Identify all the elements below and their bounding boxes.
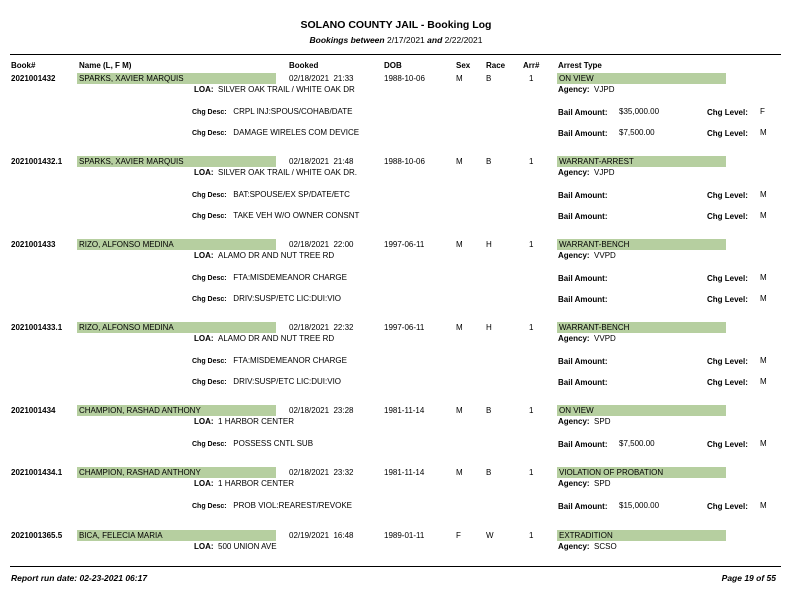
agency — [558, 479, 610, 488]
charge-description — [192, 128, 359, 137]
bail-amount-label: Bail Amount: — [558, 357, 608, 366]
booked-datetime: 02/18/2021 21:48 — [289, 157, 354, 166]
arrest-count: 1 — [529, 531, 534, 540]
chg-level-label: Chg Level: — [707, 295, 748, 304]
agency-value: SCSO — [594, 542, 617, 551]
location-of-arrest — [194, 417, 294, 426]
charge-description — [192, 501, 352, 510]
bail-amount-label: Bail Amount: — [558, 129, 608, 138]
arrest-count: 1 — [529, 157, 534, 166]
sex: F — [456, 531, 461, 540]
arrest-count: 1 — [529, 323, 534, 332]
bail-amount-label: Bail Amount: — [558, 502, 608, 511]
loa-value: 1 HARBOR CENTER — [218, 417, 295, 426]
book-number: 2021001432 — [11, 74, 56, 83]
loa-value: ALAMO DR AND NUT TREE RD — [218, 334, 335, 343]
loa-value: ALAMO DR AND NUT TREE RD — [218, 251, 335, 260]
bail-amount-label: Bail Amount: — [558, 212, 608, 221]
col-book: Book# — [11, 61, 36, 70]
booking-record — [0, 531, 792, 611]
race: H — [486, 240, 492, 249]
loa-label: LOA: — [194, 334, 214, 343]
bail-amount-label: Bail Amount: — [558, 191, 608, 200]
agency-value: VVPD — [594, 251, 616, 260]
chg-level-value: M — [760, 356, 767, 365]
booking-record — [0, 157, 792, 237]
agency-value: VVPD — [594, 334, 616, 343]
date-of-birth: 1981-11-14 — [384, 406, 425, 415]
bail-amount-label: Bail Amount: — [558, 295, 608, 304]
bail-amount-label: Bail Amount: — [558, 378, 608, 387]
chg-desc-label: Chg Desc: — [192, 379, 227, 386]
booked-datetime: 02/18/2021 23:28 — [289, 406, 354, 415]
start-date: 2/17/2021 — [386, 35, 425, 45]
end-date: 2/22/2021 — [444, 35, 483, 45]
date-of-birth: 1997-06-11 — [384, 323, 425, 332]
arrest-count: 1 — [529, 240, 534, 249]
chg-desc-value: FTA:MISDEMEANOR CHARGE — [233, 356, 347, 365]
sex: M — [456, 468, 463, 477]
chg-level-label: Chg Level: — [707, 212, 748, 221]
col-dob: DOB — [384, 61, 402, 70]
chg-level-label: Chg Level: — [707, 378, 748, 387]
sex: M — [456, 323, 463, 332]
bail-amount-value: $7,500.00 — [619, 128, 655, 137]
date-of-birth: 1988-10-06 — [384, 74, 425, 83]
chg-desc-label: Chg Desc: — [192, 503, 227, 510]
agency — [558, 334, 616, 343]
chg-desc-label: Chg Desc: — [192, 130, 227, 137]
agency — [558, 417, 610, 426]
agency-label: Agency: — [558, 251, 590, 260]
booked-datetime: 02/18/2021 22:32 — [289, 323, 354, 332]
arrest-type: WARRANT-ARREST — [557, 156, 726, 167]
booked-datetime: 02/18/2021 21:33 — [289, 74, 354, 83]
chg-level-value: M — [760, 190, 767, 199]
agency — [558, 85, 614, 94]
chg-level-value: M — [760, 294, 767, 303]
report-title: SOLANO COUNTY JAIL - Booking Log — [300, 19, 492, 31]
loa-label: LOA: — [194, 542, 214, 551]
race: B — [486, 157, 492, 166]
booked-datetime: 02/18/2021 23:32 — [289, 468, 354, 477]
book-number: 2021001433 — [11, 240, 56, 249]
chg-desc-label: Chg Desc: — [192, 296, 227, 303]
col-sex: Sex — [456, 61, 471, 70]
subtitle-and: and — [427, 35, 443, 45]
chg-desc-value: DRIV:SUSP/ETC LIC:DUI:VIO — [233, 294, 342, 303]
arrest-count: 1 — [529, 406, 534, 415]
col-race: Race — [486, 61, 506, 70]
chg-level-label: Chg Level: — [707, 191, 748, 200]
inmate-name: RIZO, ALFONSO MEDINA — [77, 322, 276, 333]
charge-description — [192, 439, 313, 448]
chg-level-value: M — [760, 439, 767, 448]
loa-value: 1 HARBOR CENTER — [218, 479, 295, 488]
book-number: 2021001434.1 — [11, 468, 63, 477]
inmate-name: BICA, FELECIA MARIA — [77, 530, 276, 541]
chg-desc-value: CRPL INJ:SPOUS/COHAB/DATE — [233, 107, 353, 116]
report-run-date: Report run date: 02-23-2021 06:17 — [11, 573, 148, 583]
inmate-name: SPARKS, XAVIER MARQUIS — [77, 156, 276, 167]
race: W — [486, 531, 494, 540]
agency-label: Agency: — [558, 334, 590, 343]
agency — [558, 251, 616, 260]
chg-level-label: Chg Level: — [707, 129, 748, 138]
charge-description — [192, 190, 350, 199]
report-subtitle — [0, 35, 792, 45]
race: B — [486, 468, 492, 477]
loa-label: LOA: — [194, 251, 214, 260]
race: B — [486, 406, 492, 415]
chg-desc-value: POSSESS CNTL SUB — [233, 439, 314, 448]
chg-desc-value: DRIV:SUSP/ETC LIC:DUI:VIO — [233, 377, 342, 386]
booking-record — [0, 240, 792, 320]
inmate-name: CHAMPION, RASHAD ANTHONY — [77, 405, 276, 416]
arrest-count: 1 — [529, 468, 534, 477]
agency-label: Agency: — [558, 542, 590, 551]
loa-label: LOA: — [194, 417, 214, 426]
agency-value: VJPD — [594, 85, 615, 94]
race: H — [486, 323, 492, 332]
inmate-name: RIZO, ALFONSO MEDINA — [77, 239, 276, 250]
agency-label: Agency: — [558, 417, 590, 426]
loa-label: LOA: — [194, 168, 214, 177]
loa-label: LOA: — [194, 85, 214, 94]
agency — [558, 168, 614, 177]
chg-level-value: M — [760, 211, 767, 220]
chg-desc-label: Chg Desc: — [192, 213, 227, 220]
col-arr: Arr# — [523, 61, 540, 70]
arrest-type: WARRANT-BENCH — [557, 322, 726, 333]
date-of-birth: 1989-01-11 — [384, 531, 425, 540]
charge-description — [192, 211, 359, 220]
agency-label: Agency: — [558, 168, 590, 177]
agency-value: SPD — [594, 479, 611, 488]
sex: M — [456, 406, 463, 415]
loa-label: LOA: — [194, 479, 214, 488]
date-of-birth: 1988-10-06 — [384, 157, 425, 166]
bail-amount-value: $35,000.00 — [619, 107, 660, 116]
arrest-type: ON VIEW — [557, 405, 726, 416]
chg-desc-label: Chg Desc: — [192, 358, 227, 365]
bail-amount-value: $7,500.00 — [619, 439, 655, 448]
sex: M — [456, 157, 463, 166]
col-name: Name (L, F M) — [79, 61, 132, 70]
agency-label: Agency: — [558, 85, 590, 94]
chg-desc-label: Chg Desc: — [192, 441, 227, 448]
arrest-type: ON VIEW — [557, 73, 726, 84]
arrest-type: EXTRADITION — [557, 530, 726, 541]
location-of-arrest — [194, 334, 334, 343]
charge-description — [192, 273, 347, 282]
chg-level-value: M — [760, 273, 767, 282]
agency — [558, 542, 617, 551]
book-number: 2021001434 — [11, 406, 56, 415]
bail-amount-label: Bail Amount: — [558, 274, 608, 283]
chg-desc-value: DAMAGE WIRELES COM DEVICE — [233, 128, 360, 137]
chg-level-label: Chg Level: — [707, 502, 748, 511]
bail-amount-label: Bail Amount: — [558, 440, 608, 449]
booking-record — [0, 74, 792, 154]
charge-description — [192, 294, 341, 303]
col-booked: Booked — [289, 61, 319, 70]
page-number: Page 19 of 55 — [721, 573, 776, 583]
book-number: 2021001433.1 — [11, 323, 63, 332]
chg-desc-value: PROB VIOL:REAREST/REVOKE — [233, 501, 352, 510]
chg-level-value: M — [760, 377, 767, 386]
charge-description — [192, 377, 341, 386]
booking-record — [0, 323, 792, 403]
chg-level-value: F — [760, 107, 765, 116]
chg-level-label: Chg Level: — [707, 357, 748, 366]
arrest-count: 1 — [529, 74, 534, 83]
sex: M — [456, 240, 463, 249]
sex: M — [456, 74, 463, 83]
arrest-type: VIOLATION OF PROBATION — [557, 467, 726, 478]
book-number: 2021001432.1 — [11, 157, 63, 166]
chg-level-label: Chg Level: — [707, 108, 748, 117]
header-rule — [10, 54, 781, 55]
location-of-arrest — [194, 168, 357, 177]
charge-description — [192, 356, 347, 365]
loa-value: SILVER OAK TRAIL / WHITE OAK DR — [218, 85, 355, 94]
race: B — [486, 74, 492, 83]
location-of-arrest — [194, 542, 277, 551]
bail-amount-label: Bail Amount: — [558, 108, 608, 117]
loa-value: SILVER OAK TRAIL / WHITE OAK DR. — [218, 168, 358, 177]
inmate-name: CHAMPION, RASHAD ANTHONY — [77, 467, 276, 478]
agency-value: VJPD — [594, 168, 615, 177]
chg-desc-value: TAKE VEH W/O OWNER CONSNT — [233, 211, 360, 220]
footer-rule — [10, 566, 781, 567]
charge-description — [192, 107, 352, 116]
booked-datetime: 02/19/2021 16:48 — [289, 531, 354, 540]
chg-level-label: Chg Level: — [707, 440, 748, 449]
inmate-name: SPARKS, XAVIER MARQUIS — [77, 73, 276, 84]
chg-desc-value: FTA:MISDEMEANOR CHARGE — [233, 273, 347, 282]
subtitle-prefix: Bookings between — [309, 35, 385, 45]
agency-label: Agency: — [558, 479, 590, 488]
chg-level-value: M — [760, 501, 767, 510]
chg-desc-label: Chg Desc: — [192, 109, 227, 116]
arrest-type: WARRANT-BENCH — [557, 239, 726, 250]
agency-value: SPD — [594, 417, 611, 426]
chg-desc-value: BAT:SPOUSE/EX SP/DATE/ETC — [233, 190, 350, 199]
date-of-birth: 1981-11-14 — [384, 468, 425, 477]
chg-level-label: Chg Level: — [707, 274, 748, 283]
date-of-birth: 1997-06-11 — [384, 240, 425, 249]
chg-desc-label: Chg Desc: — [192, 275, 227, 282]
bail-amount-value: $15,000.00 — [619, 501, 660, 510]
chg-desc-label: Chg Desc: — [192, 192, 227, 199]
location-of-arrest — [194, 85, 355, 94]
book-number: 2021001365.5 — [11, 531, 63, 540]
loa-value: 500 UNION AVE — [218, 542, 277, 551]
col-arrest-type: Arrest Type — [558, 61, 602, 70]
location-of-arrest — [194, 251, 334, 260]
chg-level-value: M — [760, 128, 767, 137]
location-of-arrest — [194, 479, 294, 488]
booked-datetime: 02/18/2021 22:00 — [289, 240, 354, 249]
